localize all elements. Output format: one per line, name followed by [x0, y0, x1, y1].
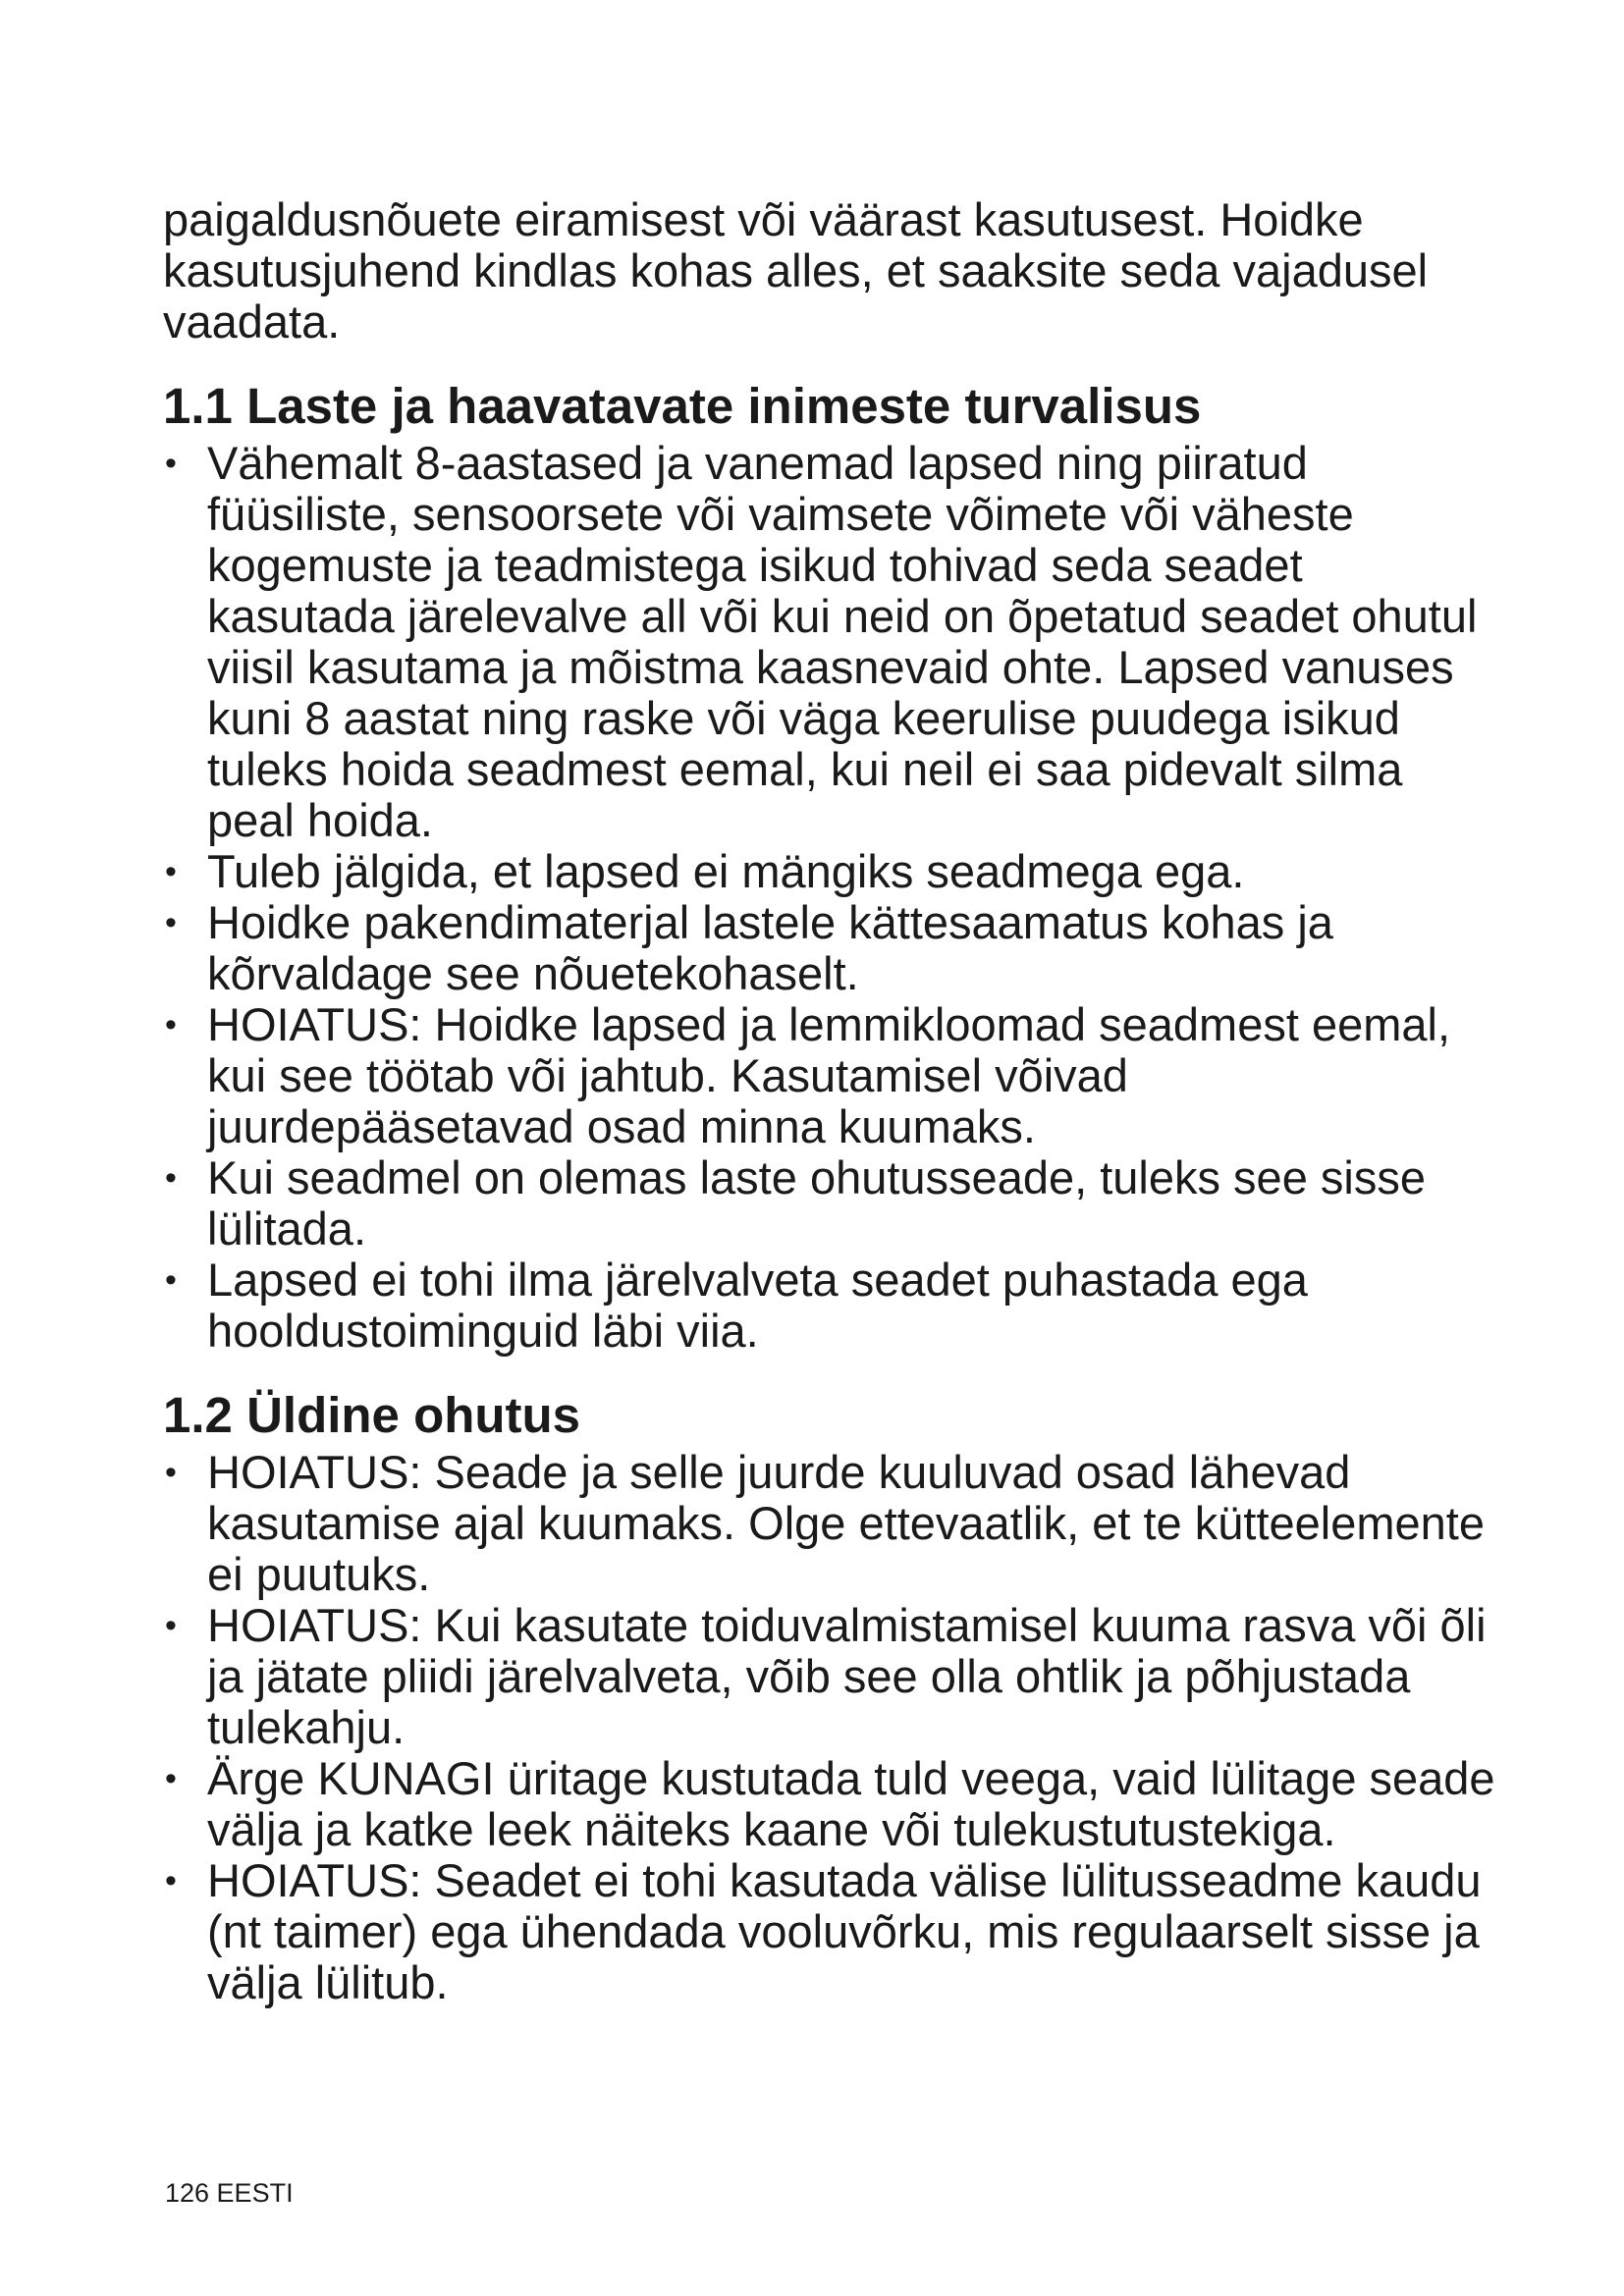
bullet-icon: • — [165, 1607, 177, 1644]
bullet-icon: • — [165, 1159, 177, 1197]
list-item — [163, 846, 1498, 897]
general-safety-list — [163, 1447, 1498, 2008]
list-item-text: HOIATUS: Seade ja selle juurde kuuluvad osad lähevad kasutamise ajal kuumaks. Olge ettevaatlik, et te kütteelemente ei puutuks. — [207, 1446, 1485, 1600]
page-content — [163, 194, 1498, 2008]
bullet-icon: • — [165, 1862, 177, 1899]
bullet-icon: • — [165, 1261, 177, 1299]
list-item-text: Hoidke pakendimaterjal lastele kättesaamatus kohas ja kõrvaldage see nõuetekohaselt. — [207, 896, 1333, 999]
list-item-text: Tuleb jälgida, et lapsed ei mängiks seadmega ega. — [207, 845, 1245, 897]
list-item-text: Vähemalt 8-aastased ja vanemad lapsed ning piiratud füüsiliste, sensoorsete või vaimsete võimete või väheste kogemuste ja teadmistega isikud tohivad seda seadet kasutada järelevalve all või kui neid on õpetatud seadet ohutul viisil kasutama ja mõistma kaasnevaid ohte. Lapsed vanuses kuni 8 aastat ning raske või väga keerulise puudega isikud tuleks hoida seadmest eemal, kui neil ei saa pidevalt silma peal hoida. — [207, 437, 1478, 846]
list-item-text: Ärge KUNAGI üritage kustutada tuld veega, vaid lülitage seade välja ja katke leek näiteks kaane või tulekustutustekiga. — [207, 1752, 1495, 1855]
page-footer — [165, 2177, 294, 2209]
list-item-text: HOIATUS: Seadet ei tohi kasutada välise lülitusseadme kaudu (nt taimer) ega ühendada vooluvõrku, mis regulaarselt sisse ja välja lülitub. — [207, 1854, 1482, 2008]
bullet-icon: • — [165, 1454, 177, 1491]
list-item-text: HOIATUS: Kui kasutate toiduvalmistamisel kuuma rasva või õli ja jätate pliidi järelvalveta, võib see olla ohtlik ja põhjustada tulekahju. — [207, 1599, 1487, 1753]
bullet-icon: • — [165, 853, 177, 890]
list-item — [163, 1152, 1498, 1255]
bullet-icon: • — [165, 445, 177, 482]
list-item — [163, 1600, 1498, 1753]
list-item-text: HOIATUS: Hoidke lapsed ja lemmikloomad seadmest eemal, kui see töötab või jahtub. Kasutamisel võivad juurdepääsetavad osad minna kuumaks. — [207, 998, 1451, 1152]
list-item — [163, 1753, 1498, 1855]
list-item — [163, 438, 1498, 846]
bullet-icon: • — [165, 1006, 177, 1043]
list-item — [163, 999, 1498, 1152]
child-safety-list — [163, 438, 1498, 1357]
section-heading-child-safety: 1.1 Laste ja haavatavate inimeste turvalisus — [163, 378, 1202, 434]
bullet-icon: • — [165, 904, 177, 941]
list-item-text: Lapsed ei tohi ilma järelvalveta seadet puhastada ega hooldustoiminguid läbi viia. — [207, 1254, 1308, 1357]
section-heading-general-safety: 1.2 Üldine ohutus — [163, 1387, 581, 1443]
intro-paragraph: paigaldusnõuete eiramisest või väärast kasutusest. Hoidke kasutusjuhend kindlas kohas alles, et saaksite seda vajadusel vaadata. — [163, 193, 1429, 347]
list-item — [163, 897, 1498, 999]
bullet-icon: • — [165, 1760, 177, 1797]
page-number-label: 126 EESTI — [165, 2178, 294, 2208]
list-item-text: Kui seadmel on olemas laste ohutusseade, tuleks see sisse lülitada. — [207, 1151, 1426, 1255]
list-item — [163, 1447, 1498, 1600]
list-item — [163, 1255, 1498, 1357]
list-item — [163, 1855, 1498, 2008]
